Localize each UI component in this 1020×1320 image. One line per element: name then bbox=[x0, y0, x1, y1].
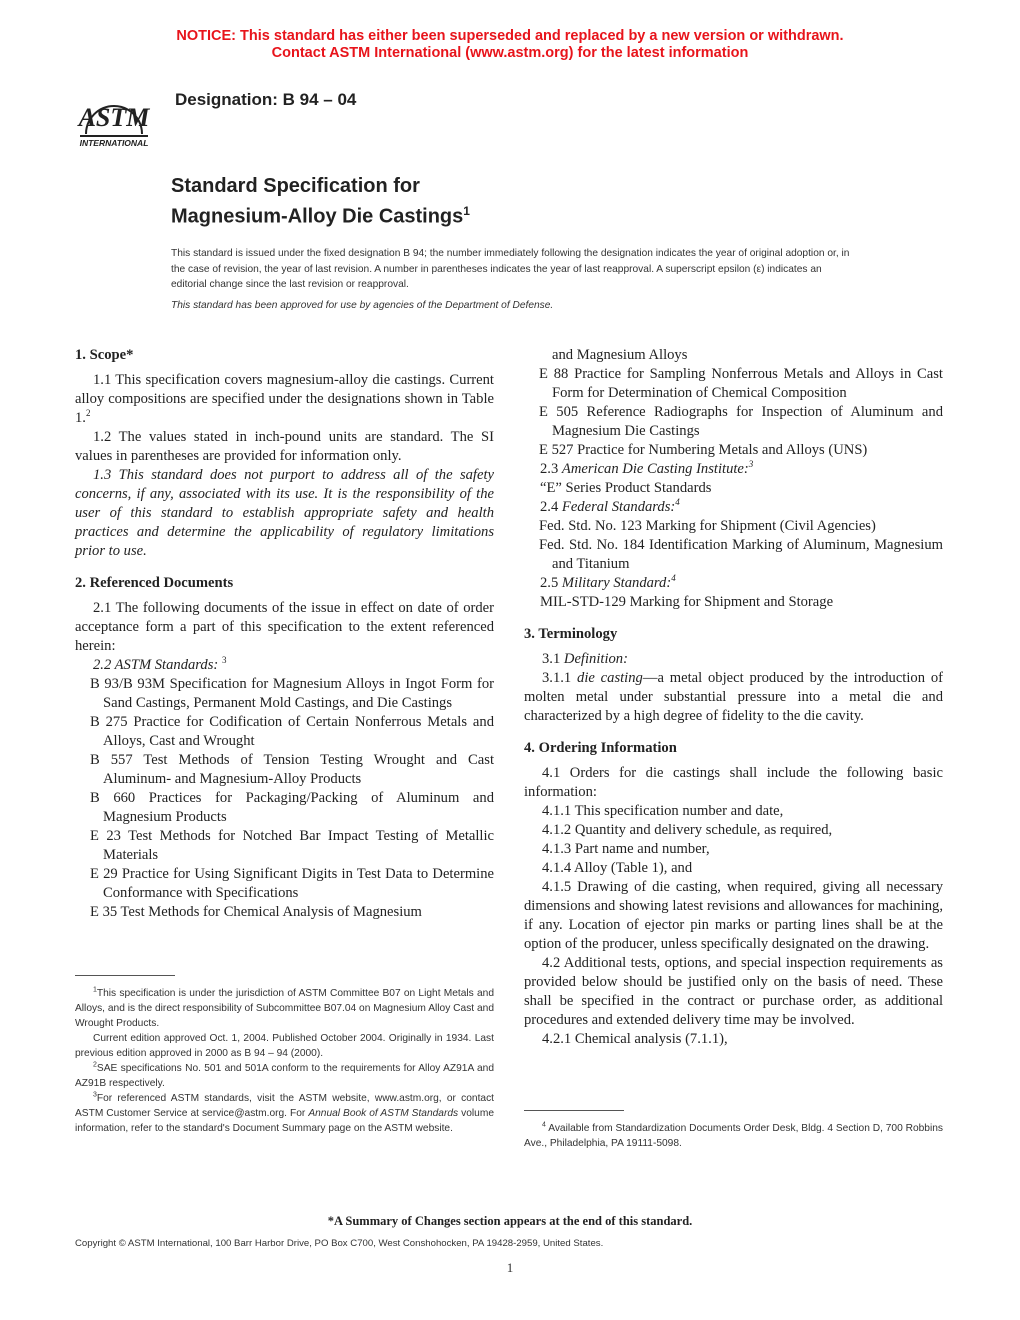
title-line-2: Magnesium-Alloy Die Castings bbox=[171, 205, 464, 228]
para-4-1-3: 4.1.3 Part name and number, bbox=[542, 841, 710, 857]
para-2-5: 2.5 Military Standard:$^4$ bbox=[540, 573, 676, 591]
para-4-2-1: 4.2.1 Chemical analysis (7.1.1), bbox=[542, 1031, 728, 1047]
left-footnotes bbox=[75, 986, 494, 1136]
para-4-2: 4.2 Additional tests, options, and special inspection requirements as provided below should be justified only on the basis of need. These shall be specified in the contract or purchase order, as additional procedures and extended delivery time may be involved. bbox=[524, 955, 943, 1028]
para-3-1-1: 3.1.1 die casting—a metal object produced by the introduction of molten metal under substantial pressure into a metal die and characterized by a high degree of fidelity to the die cavity. bbox=[524, 670, 943, 724]
ref-fed-184: Fed. Std. No. 184 Identification Marking of Aluminum, Magnesium and Titanium bbox=[539, 537, 943, 572]
para-4-1-4: 4.1.4 Alloy (Table 1), and bbox=[542, 860, 693, 876]
ref-e23: E 23 Test Methods for Notched Bar Impact Testing of Metallic Materials bbox=[90, 828, 494, 863]
copyright: Copyright © ASTM International, 100 Barr Harbor Drive, PO Box C700, West Conshohocken, PA 19428-2959, United States. bbox=[75, 1238, 604, 1249]
para-3-1: 3.1 Definition: bbox=[542, 651, 628, 667]
dod-approval-statement: This standard has been approved for use by agencies of the Department of Defense. bbox=[171, 300, 554, 311]
para-2-3: 2.3 American Die Casting Institute:$^3$ bbox=[540, 459, 754, 477]
ref-e527: E 527 Practice for Numbering Metals and Alloys (UNS) bbox=[539, 442, 868, 458]
footnote-3: $^3$For referenced ASTM standards, visit the ASTM website, www.astm.org, or contact ASTM Customer Service at service@astm.org. For Annual Book of ASTM Standards volume information, refer to the standard's Document Summary page on the ASTM website. bbox=[75, 1091, 494, 1134]
para-4-1-1: 4.1.1 This specification number and date, bbox=[542, 803, 784, 819]
page-number: 1 bbox=[506, 1260, 514, 1275]
para-4-1-5: 4.1.5 Drawing of die casting, when required, giving all necessary dimensions and showing latest revisions and allowances for machining, if any. Location of ejector pin marks or parting lines shall be at the option of the producer, unless specifically designated on the drawing. bbox=[524, 879, 943, 952]
para-1-1: 1.1 This specification covers magnesium-alloy die castings. Current alloy compositions are specified under the designations shown in Table 1.$^2$ bbox=[75, 372, 494, 426]
ref-b93: B 93/B 93M Specification for Magnesium Alloys in Ingot Form for Sand Castings, Permanent Mold Castings, and Die Castings bbox=[90, 676, 494, 711]
left-footnote-rule bbox=[75, 975, 175, 976]
footnote-1-edition: Current edition approved Oct. 1, 2004. Published October 2004. Originally in 1934. Last previous edition approved in 2000 as B 94 – 94 (2000). bbox=[75, 1033, 494, 1059]
astm-logo bbox=[66, 76, 162, 152]
issued-statement: This standard is issued under the fixed designation B 94; the number immediately following the designation indicates the year of original adoption or, in the case of revision, the year of last revision. A number in parentheses indicates the year of last reapproval. A superscript epsilon (ε) indicates an editorial change since the last revision or reapproval. bbox=[171, 248, 850, 290]
section-4-heading: 4. Ordering Information bbox=[524, 740, 677, 756]
para-4-1-2: 4.1.2 Quantity and delivery schedule, as required, bbox=[542, 822, 833, 838]
ref-e35: E 35 Test Methods for Chemical Analysis of Magnesium bbox=[90, 904, 422, 920]
para-1-2: 1.2 The values stated in inch-pound units are standard. The SI values in parentheses are provided for information only. bbox=[75, 429, 494, 464]
para-2-4: 2.4 Federal Standards:$^4$ bbox=[540, 497, 680, 515]
right-footnotes bbox=[524, 1121, 943, 1151]
para-2-2: 2.2 ASTM Standards: $^3$ bbox=[93, 655, 227, 673]
logo-subtext: INTERNATIONAL bbox=[79, 138, 149, 148]
para-1-3: 1.3 This standard does not purport to address all of the safety concerns, if any, associated with its use. It is the responsibility of the user of this standard to establish appropriate safety and health practices and determine the applicability of regulatory limitations prior to use. bbox=[75, 467, 494, 559]
ref-b557: B 557 Test Methods of Tension Testing Wrought and Cast Aluminum- and Magnesium-Alloy Products bbox=[90, 752, 494, 787]
superseded-notice bbox=[0, 28, 1020, 62]
ref-mil-std-129: MIL-STD-129 Marking for Shipment and Storage bbox=[540, 594, 834, 610]
para-4-1: 4.1 Orders for die castings shall include the following basic information: bbox=[524, 765, 943, 800]
section-1-heading: 1. Scope* bbox=[75, 347, 134, 363]
designation: Designation: B 94 – 04 bbox=[175, 90, 357, 109]
ref-e35-continued: and Magnesium Alloys bbox=[552, 347, 688, 363]
ref-e88: E 88 Practice for Sampling Nonferrous Metals and Alloys in Cast Form for Determination of Chemical Composition bbox=[539, 366, 943, 401]
right-footnote-rule bbox=[524, 1110, 624, 1111]
ref-e29: E 29 Practice for Using Significant Digits in Test Data to Determine Conformance with Specifications bbox=[90, 866, 494, 901]
document-title bbox=[171, 174, 470, 230]
title-footnote-ref: 1 bbox=[463, 204, 470, 218]
ref-e505: E 505 Reference Radiographs for Inspection of Aluminum and Magnesium Die Castings bbox=[539, 404, 943, 439]
title-line-1: Standard Specification for bbox=[171, 175, 420, 197]
notice-line-1: NOTICE: This standard has either been superseded and replaced by a new version or withdrawn. bbox=[176, 28, 844, 44]
footnote-1: $^1$This specification is under the jurisdiction of ASTM Committee B07 on Light Metals and Alloys, and is the direct responsibility of Subcommittee B07.04 on Magnesium Alloy Cast and Wrought Products. bbox=[75, 986, 494, 1029]
section-3-heading: 3. Terminology bbox=[524, 626, 618, 642]
notice-line-2: Contact ASTM International (www.astm.org) for the latest information bbox=[271, 45, 749, 61]
para-2-1: 2.1 The following documents of the issue in effect on date of order acceptance form a part of this specification to the extent referenced herein: bbox=[75, 600, 494, 654]
ref-b660: B 660 Practices for Packaging/Packing of Aluminum and Magnesium Products bbox=[90, 790, 494, 825]
summary-of-changes-note: *A Summary of Changes section appears at the end of this standard. bbox=[327, 1214, 693, 1228]
footnote-2: $^2$SAE specifications No. 501 and 501A conform to the requirements for Alloy AZ91A and AZ91B respectively. bbox=[75, 1061, 494, 1089]
ref-b275: B 275 Practice for Codification of Certain Nonferrous Metals and Alloys, Cast and Wrought bbox=[90, 714, 494, 749]
left-column bbox=[75, 346, 494, 922]
footnote-4: $^4$ Available from Standardization Documents Order Desk, Bldg. 4 Section D, 700 Robbins Ave., Philadelphia, PA 19111-5098. bbox=[524, 1121, 943, 1149]
logo-letters: ASTM bbox=[78, 103, 150, 132]
ref-fed-123: Fed. Std. No. 123 Marking for Shipment (Civil Agencies) bbox=[539, 518, 876, 534]
right-column bbox=[524, 346, 943, 1049]
e-series-standards: “E” Series Product Standards bbox=[540, 480, 712, 496]
section-2-heading: 2. Referenced Documents bbox=[75, 575, 234, 591]
